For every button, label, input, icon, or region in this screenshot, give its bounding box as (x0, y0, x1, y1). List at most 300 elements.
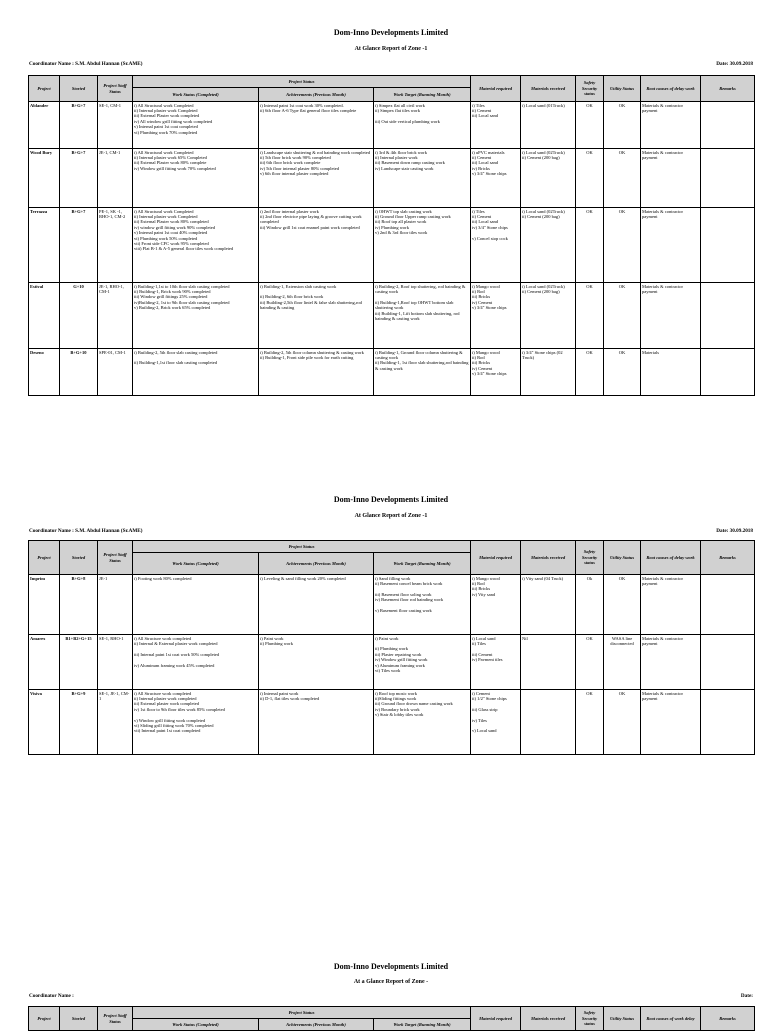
material-required-line: i) Mango wood (472, 349, 500, 355)
work-status-line: ii) Internal plaster work Completed (134, 213, 198, 219)
storied-value: B+G+10 (60, 349, 98, 396)
work-status-line: ii) Internal plaster work Completed (134, 107, 198, 113)
root-cause-line: Materials & contractor payment (642, 283, 683, 294)
material-received-line: i) Local sand (02Truck) (522, 283, 565, 289)
work-target-line: vi) Tiles work (375, 667, 401, 673)
header-safety-status: Safety Security status (576, 76, 604, 102)
material-received-line: i) Local sand (02Truck) (522, 208, 565, 214)
remarks-cell (701, 149, 755, 208)
project-name: Wood Bury (29, 149, 60, 208)
safety-status: OK (576, 635, 604, 690)
safety-status: Ok (576, 575, 604, 635)
staff-status: JE-1 (98, 575, 133, 635)
remarks-cell (701, 283, 755, 349)
material-required-line: ii) Rod (472, 580, 485, 586)
achievement-line: i) Building-2, 5th floor column shuttering & casting work (260, 349, 364, 355)
materials-received-cell (521, 208, 576, 283)
company-title: Dom-Inno Developments Limited (333, 28, 449, 37)
header-storied: Storied (60, 541, 98, 575)
work-target-line: ii) Ground floor Upper ramp casting work (375, 213, 451, 219)
achievement-line: ii) 6th floor A-6 Type flat general floor tiles complete (260, 107, 357, 113)
remarks-cell (701, 635, 755, 690)
work-target-line: iv) Landscape stair casting work (375, 165, 434, 171)
achievement-line: i) Paint work (260, 635, 284, 641)
work-target-line: iii) Roof top all plaster work (375, 219, 427, 225)
achievements-cell (259, 149, 374, 208)
material-required-line: iv) Pavment tiles (472, 657, 503, 663)
work-target-line: v) 2nd & 3rd floor tiles work (375, 230, 428, 236)
work-status-line: ii) Building-1, Brick work 90% completed (134, 288, 211, 294)
work-status-line: iv) Window grill fitting work 70% completed (134, 165, 216, 171)
work-status-line: ii) Internal & External plaster work completed (134, 640, 218, 646)
material-required-line: v) 3/4" Stone chips (472, 371, 507, 377)
achievements-cell (259, 575, 374, 635)
report-date: Date: 30.09.2018 (716, 528, 753, 534)
root-causes-cell (641, 349, 701, 396)
work-target-line: v) Basement floor casting work (375, 607, 432, 613)
header-staff-status: Project Staff Status (98, 76, 133, 102)
work-target-line: iv) Plumbing work (375, 224, 410, 230)
material-required-line: ii) 1/2" Stone chips (472, 695, 507, 701)
achievement-line: ii) 2nd floor electrice pipe laying & groove cutting work completed (260, 213, 362, 225)
work-target-line: ii)Sliding fittings work (375, 695, 417, 701)
work-target-cell (374, 349, 471, 396)
work-target-line: i) Building-2, Roof top shuttering, rod bainding & casting work (375, 283, 466, 294)
work-status-cell (133, 635, 259, 690)
material-required-line: iv) Vity sand (472, 591, 496, 597)
work-target-line: i) OHWT top slab casting work (375, 208, 432, 214)
work-status-line: vi) Plumbing work 50% completed (134, 235, 198, 241)
root-causes-cell (641, 208, 701, 283)
work-status-line: i) All Structure work completed (134, 635, 192, 641)
root-causes-cell (641, 575, 701, 635)
work-target-cell (374, 208, 471, 283)
header-work-target: Work Target (Running Month) (374, 553, 471, 575)
project-row (29, 635, 755, 690)
root-cause-line: Materials & contractor payment (642, 149, 683, 160)
work-status-line: iii) External Plaster work completed (134, 113, 200, 119)
staff-status: SE-1, CM-1 (98, 102, 133, 149)
work-target-line: i) Sand filling work (375, 575, 411, 581)
achievement-line: ii) Plumbing work (260, 640, 294, 646)
work-target-line: ii) Building-1, 1st floor slab shuttering,rod bainding & casting work (375, 360, 469, 371)
root-cause-line: Materials & contractor payment (642, 102, 683, 113)
staff-status: SE-1, RHO-1 (98, 635, 133, 690)
project-name: Terrazza (29, 208, 60, 283)
header-work-status: Work Status (Completed) (133, 1019, 259, 1031)
safety-status: OK (576, 102, 604, 149)
work-status-line: iv) 1st floor to 9th floor tiles work 85% completed (134, 706, 225, 712)
material-required-line: iv) Bricks (472, 165, 490, 171)
material-required-cell (471, 149, 521, 208)
material-required-line: i) Mango wood (472, 283, 500, 289)
material-required-line: iii) Bricks (472, 360, 491, 366)
work-status-cell (133, 149, 259, 208)
work-status-line: iv)Building-2, 1st to 9th floor slab casting completed (134, 299, 230, 305)
project-name: Visiva (29, 690, 60, 755)
project-row (29, 102, 755, 149)
achievement-line: iv) 5th floor internal plaster 80% completed (260, 165, 339, 171)
work-target-line: iii) Out side vertical plumbing work (375, 118, 440, 124)
achievement-line: i) 2nd floor internal plaster work (260, 208, 319, 214)
work-status-line: vii) Internal paint 1st coat completed (134, 728, 201, 734)
header-project-status: Project Status (133, 76, 471, 88)
material-required-line: iv) Cement (472, 365, 493, 371)
work-status-line: vi) Sliding grill fitting work 70% completed (134, 722, 214, 728)
materials-received-cell (521, 349, 576, 396)
material-required-cell (471, 102, 521, 149)
work-target-line: i) Simpex flat all civil work (375, 102, 425, 108)
header-achievements: Achievements (Previous Month) (259, 553, 374, 575)
storied-value: B+G+8 (60, 575, 98, 635)
project-row (29, 575, 755, 635)
project-name: Amarex (29, 635, 60, 690)
work-target-cell (374, 149, 471, 208)
header-work-status: Work Status (Completed) (133, 88, 259, 102)
material-required-line: iv) Tiles (472, 717, 487, 723)
work-status-line: v) Internal paint 1st coat 40% completed (134, 230, 208, 236)
work-status-line: vi) Plumbing work 70% completed (134, 129, 198, 135)
work-target-line: ii) Simpex flat tiles work (375, 107, 420, 113)
root-causes-cell (641, 283, 701, 349)
achievement-line: ii) Building-1, Front side pile work for earth cutting (260, 354, 354, 360)
work-status-line: i) All Structural work Completed (134, 102, 194, 108)
project-row (29, 283, 755, 349)
work-target-line: iii) Basement down ramp casting work (375, 160, 445, 166)
header-project: Project (29, 76, 60, 102)
root-cause-line: Materials & contractor payment (642, 690, 683, 701)
achievement-line: iii) Window grill 1st coat enamel paint work completed (260, 224, 360, 230)
work-status-cell (133, 575, 259, 635)
remarks-cell (701, 349, 755, 396)
achievement-line: i) Internal paint work (260, 690, 299, 696)
material-required-line: i) Local sand (472, 635, 496, 641)
work-status-line: i) Footing work 80% completed (134, 575, 192, 581)
work-target-cell (374, 102, 471, 149)
coordinator-name: Coordinator Name : (29, 993, 74, 999)
work-status-cell (133, 349, 259, 396)
material-required-cell (471, 575, 521, 635)
header-staff-status: Project Staff Status (98, 1007, 133, 1031)
company-title: Dom-Inno Developments Limited (333, 495, 449, 504)
header-root-causes: Root causes of delay work (641, 76, 701, 102)
staff-status: JE-1, CM-1 (98, 149, 133, 208)
header-row (29, 1007, 755, 1019)
material-received-line: i) Local sand (02Truck) (522, 149, 565, 155)
header-materials-received: Materials received (521, 1007, 576, 1031)
report-subtitle: At Glance Report of Zone -1 (354, 513, 428, 519)
material-required-line: iii) Local sand (472, 113, 499, 119)
report-date: Date: (740, 993, 753, 999)
staff-status: SPE-01, CM-1 (98, 349, 133, 396)
achievements-cell (259, 102, 374, 149)
material-required-line: ii) Tiles (472, 640, 486, 646)
header-material-required: Material required (471, 76, 521, 102)
header-achievements: Achievements (Previous Month) (259, 88, 374, 102)
material-required-line: v) Local sand (472, 728, 497, 734)
work-status-line: i) All Structure work completed (134, 690, 192, 696)
header-material-required: Material required (471, 541, 521, 575)
materials-received-cell (521, 575, 576, 635)
header-remarks: Remarks (701, 541, 755, 575)
achievement-line: i) Leveling & sand filling work 20% completed (260, 575, 346, 581)
material-required-line: v) 3/4" Stone chips (472, 305, 507, 311)
work-status-cell (133, 690, 259, 755)
materials-received-cell (521, 635, 576, 690)
material-received-line: i) Vity sand (04 Truck) (522, 575, 564, 581)
header-staff-status: Project Staff Status (98, 541, 133, 575)
header-achievements: Achievements (Previous Month) (259, 1019, 374, 1031)
storied-value: B+G+7 (60, 208, 98, 283)
material-required-line: iv) Cement (472, 299, 493, 305)
work-status-line: v) Window grill fitting work completed (134, 717, 206, 723)
material-required-cell (471, 349, 521, 396)
header-storied: Storied (60, 76, 98, 102)
project-row (29, 349, 755, 396)
material-required-cell (471, 635, 521, 690)
header-work-target: Work Target (Running Month) (374, 88, 471, 102)
header-safety-status: Safety Security status (576, 541, 604, 575)
material-required-line: i) Tiles (472, 102, 485, 108)
header-storied: Storied (60, 1007, 98, 1031)
safety-status: OK (576, 283, 604, 349)
work-target-line: iv) Boundary brick work (375, 706, 420, 712)
work-target-line: iii) Ground floor drown name casting work (375, 701, 453, 707)
safety-status: OK (576, 149, 604, 208)
material-required-line: ii) Cement (472, 107, 492, 113)
material-required-line: i) Mango wood (472, 575, 500, 581)
header-material-required: Material required (471, 1007, 521, 1031)
material-required-line: i) Tiles (472, 208, 485, 214)
material-required-line: iii) Local sand (472, 160, 499, 166)
utility-status: OK (604, 149, 641, 208)
work-target-cell (374, 635, 471, 690)
material-required-line: ii) Cement (472, 154, 492, 160)
material-required-line: iv) 3/4" Stone chips (472, 224, 508, 230)
work-target-cell (374, 575, 471, 635)
achievement-line: i) Building-1, Extension slab casting work (260, 283, 337, 289)
work-status-line: iii) External Plaster work 80% complete (134, 160, 207, 166)
root-causes-cell (641, 635, 701, 690)
storied-value: B+G+9 (60, 690, 98, 755)
work-status-line: iii) External plaster work completed (134, 701, 199, 707)
achievement-line: ii) Building-2, 6th floor brick work (260, 294, 324, 300)
material-required-line: ii) Rod (472, 354, 485, 360)
status-table (28, 540, 755, 755)
material-required-line: iii) Bricks (472, 586, 491, 592)
meta-row (28, 528, 754, 536)
material-required-line: v) Concel stop cock (472, 235, 508, 241)
work-status-line: ii) Internal plaster work completed (134, 695, 197, 701)
report-subtitle: At a Glance Report of Zone - (353, 979, 429, 985)
work-status-line: iv) Aluminum framing work 45% completed (134, 662, 215, 668)
remarks-cell (701, 102, 755, 149)
company-title: Dom-Inno Developments Limited (333, 962, 449, 971)
work-status-line: ii) Building-1,1st floor slab casting completed (134, 360, 217, 366)
work-status-line: v) Internal paint 1st coat completed (134, 124, 198, 130)
work-status-cell (133, 283, 259, 349)
meta-row (28, 993, 754, 1001)
storied-value: B1+B2+G+15 (60, 635, 98, 690)
material-received-line: i) 3/4" Stone chips (02 Truck) (522, 349, 563, 360)
utility-status: OK (604, 690, 641, 755)
material-received-line: i) Local sand (01Truck) (522, 102, 565, 108)
root-causes-cell (641, 102, 701, 149)
header-root-causes: Root causes of work delay (641, 1007, 701, 1031)
achievement-line: i) Landscape stair shuttering & rod bainding work completed (260, 149, 370, 155)
achievements-cell (259, 349, 374, 396)
work-status-line: iii) Internal paint 1st coat work 50% completed (134, 651, 220, 657)
material-received-line: Nil (522, 635, 528, 641)
achievements-cell (259, 690, 374, 755)
safety-status: OK (576, 690, 604, 755)
work-target-line: ii) Plumbing work (375, 646, 409, 652)
safety-status: OK (576, 208, 604, 283)
material-required-cell (471, 283, 521, 349)
work-target-line: i) Building-1, Ground floor column shuttering & casting work (375, 349, 463, 360)
coordinator-name: Coordinator Name : S.M. Abdul Hannan (Sr.AME) (29, 528, 143, 534)
remarks-cell (701, 208, 755, 283)
material-required-line: ii) Rod (472, 288, 485, 294)
material-required-line: iii) Bricks (472, 294, 491, 300)
header-remarks: Remarks (701, 76, 755, 102)
work-target-line: iv) Window grill fitting work (375, 657, 428, 663)
status-table (28, 75, 755, 396)
work-status-line: i) All Structural work Completed (134, 208, 194, 214)
root-cause-line: Materials & contractor payment (642, 635, 683, 646)
header-materials-received: Materials received (521, 541, 576, 575)
header-work-target: Work Target (Running Month) (374, 1019, 471, 1031)
meta-row (28, 61, 754, 69)
work-status-line: iv) window grill fitting work 90% completed (134, 224, 215, 230)
utility-status: OK (604, 575, 641, 635)
staff-status: JE-1, RHO-1, CM-1 (98, 283, 133, 349)
materials-received-cell (521, 690, 576, 755)
work-status-line: i) All Structural work Completed (134, 149, 194, 155)
work-status-line: i) Building-2, 5th floor slab casting completed (134, 349, 218, 355)
header-project-status: Project Status (133, 1007, 471, 1019)
work-target-line: iv) Basement floor rod bainding work (375, 597, 444, 603)
storied-value: G+10 (60, 283, 98, 349)
storied-value: B+G+7 (60, 149, 98, 208)
header-utility-status: Utility Status (604, 76, 641, 102)
header-row (29, 541, 755, 553)
header-utility-status: Utility Status (604, 541, 641, 575)
work-target-line: v) Stair & lobby tiles work (375, 712, 424, 718)
project-row (29, 208, 755, 283)
work-status-line: viii) Flat B-1 & A-5 general floor tiles work completed (134, 246, 234, 252)
work-status-line: iii) External Plaster work 80% completed (134, 219, 209, 225)
safety-status: OK (576, 349, 604, 396)
work-target-line: ii) Building-1,Roof top OHWT bottom slab shuttering work (375, 299, 454, 311)
work-status-cell (133, 208, 259, 283)
header-project-status: Project Status (133, 541, 471, 553)
report-date: Date: 30.09.2018 (716, 61, 753, 67)
work-target-line: i) Roof top mosic work (375, 690, 417, 696)
root-cause-line: Materials (642, 349, 660, 355)
work-target-cell (374, 283, 471, 349)
staff-status: SE-1, JE-1, CM-1 (98, 690, 133, 755)
remarks-cell (701, 690, 755, 755)
project-row (29, 690, 755, 755)
utility-status: OK (604, 102, 641, 149)
status-table (28, 1006, 755, 1031)
report-subtitle: At Glance Report of Zone -1 (354, 46, 428, 52)
utility-status: WASA line disconnected (604, 635, 641, 690)
remarks-cell (701, 575, 755, 635)
achievement-line: iii) 6th floor brick work complete (260, 160, 321, 166)
material-required-line: ii) Cement (472, 213, 492, 219)
project-name: Deseno (29, 349, 60, 396)
achievement-line: v) 6th floor internal plaster completed (260, 171, 329, 177)
header-safety-status: Safety Security status (576, 1007, 604, 1031)
materials-received-cell (521, 283, 576, 349)
header-root-causes: Root causes of delay work (641, 541, 701, 575)
work-status-line: v) Building-2, Brick work 65% completed (134, 305, 211, 311)
achievement-line: ii) 5th floor brick work 90% completed (260, 154, 331, 160)
work-target-line: iii) Building-1, Lift bottom slab shuttering, rod bainding & casting work (375, 310, 460, 321)
root-cause-line: Materials & contractor payment (642, 208, 683, 219)
project-row (29, 149, 755, 208)
project-name: Estival (29, 283, 60, 349)
root-causes-cell (641, 149, 701, 208)
materials-received-cell (521, 149, 576, 208)
work-status-line: i) Building-1,1st to 10th floor slab casting completed (134, 283, 230, 289)
coordinator-name: Coordinator Name : S.M. Abdul Hannan (Sr.AME) (29, 61, 143, 67)
work-status-line: iv) All window grill fitting work completed (134, 118, 213, 124)
achievement-line: iii) Building-2,5th floor lintel & false slab shuttering,rod bainding & casting (260, 299, 362, 311)
work-target-line: ii) Internal plaster work (375, 154, 418, 160)
material-required-cell (471, 690, 521, 755)
material-required-line: iii) Glass strip (472, 706, 498, 712)
materials-received-cell (521, 102, 576, 149)
utility-status: OK (604, 283, 641, 349)
project-name: Ablander (29, 102, 60, 149)
root-cause-line: Materials & contractor payment (642, 575, 683, 586)
header-row (29, 76, 755, 88)
work-target-line: i) Paint work (375, 635, 399, 641)
storied-value: B+G+7 (60, 102, 98, 149)
work-target-cell (374, 690, 471, 755)
work-target-line: ii) Basement concel beam brick work (375, 580, 443, 586)
work-target-line: iii) Basement floor soling work (375, 591, 432, 597)
material-required-line: iii) Local sand (472, 219, 499, 225)
material-required-cell (471, 208, 521, 283)
work-target-line: v) Aluminum framing work (375, 662, 425, 668)
material-required-line: iii) Cement (472, 651, 493, 657)
work-status-line: vii) Front side CFC work 95% completed (134, 240, 209, 246)
project-name: Imprim (29, 575, 60, 635)
header-utility-status: Utility Status (604, 1007, 641, 1031)
utility-status: OK (604, 349, 641, 396)
achievement-line: ii) D-1, flat tiles work completed (260, 695, 320, 701)
header-work-status: Work Status (Completed) (133, 553, 259, 575)
root-causes-cell (641, 690, 701, 755)
work-status-line: iii) Window grill fittings 25% completed (134, 294, 208, 300)
header-project: Project (29, 1007, 60, 1031)
work-status-cell (133, 102, 259, 149)
work-status-line: ii) Internal plaster work 65% Completed (134, 154, 207, 160)
material-required-line: v) 3/4" Stone chips (472, 171, 507, 177)
header-project: Project (29, 541, 60, 575)
material-required-line: i) Cement (472, 690, 490, 696)
material-received-line: ii) Cement (200 bag) (522, 213, 560, 219)
staff-status: PE-1, SK -1, RHO-1, CM-2 (98, 208, 133, 283)
work-target-line: i) 3rd & 4th floor brick work (375, 149, 427, 155)
achievements-cell (259, 635, 374, 690)
material-required-line: i) uPVC materials (472, 149, 505, 155)
achievement-line: i) Internal paint 1st coat work 30% completed. (260, 102, 344, 108)
